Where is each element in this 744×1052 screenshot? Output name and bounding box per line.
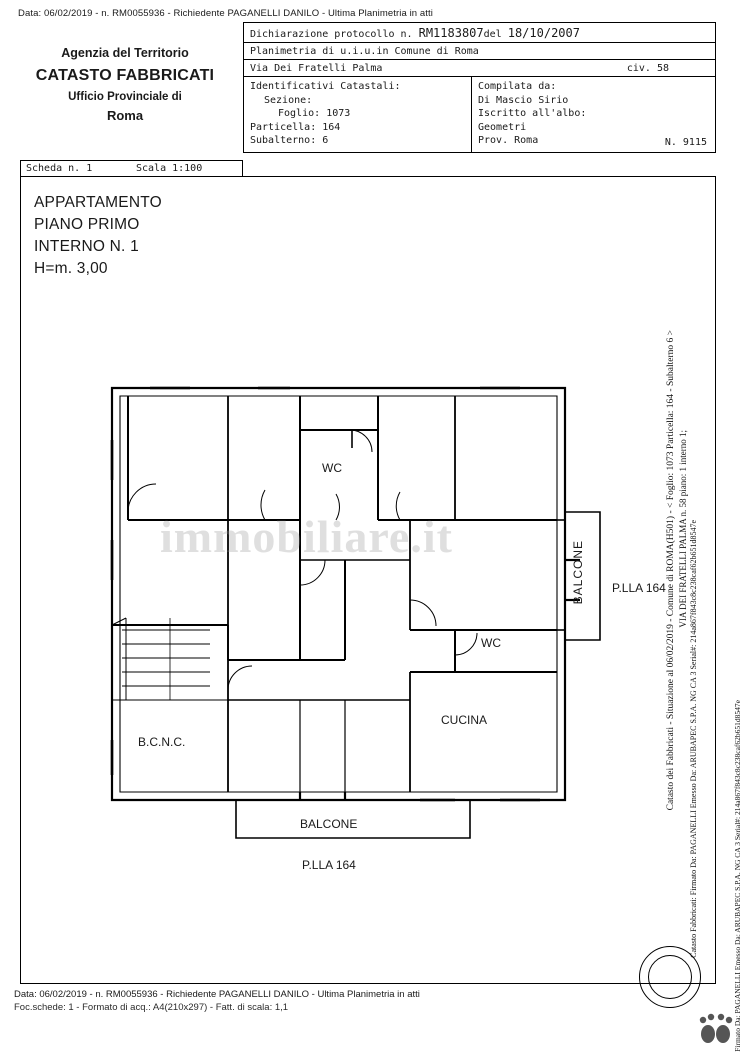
n-label: N. — [664, 136, 677, 148]
parcel-label-bottom: P.LLA 164 — [302, 858, 356, 872]
room-label-bcnc: B.C.N.C. — [138, 735, 186, 749]
vertical-text-catasto: Catasto dei Fabbricati - Situazione al 06/02/2019 - Comune di ROMA(H501) - < Foglio: 1073 Particella: 164 - Subalterno 6 > — [666, 330, 676, 811]
parcel-label-right: P.LLA 164 — [612, 581, 666, 595]
protocol-date: 18/10/2007 — [507, 26, 580, 40]
prov-value: Roma — [514, 135, 539, 146]
protocol-number: RM1183807 — [418, 26, 484, 40]
foglio-label: Foglio: — [278, 108, 321, 119]
prov-label: Prov. — [478, 135, 509, 146]
subalterno-value: 6 — [322, 135, 329, 146]
agency-line-1: Agenzia del Territorio — [61, 46, 189, 60]
scala-label: Scala 1:100 — [136, 163, 203, 174]
particella-value: 164 — [322, 121, 341, 133]
n-value: 9115 — [682, 136, 707, 148]
room-label-balcone-right: BALCONE — [571, 540, 585, 605]
iscritto-value: Geometri — [478, 121, 527, 133]
vertical-text-address: VIA DEI FRATELLI PALMA n. 58 piano: 1 interno 1; — [678, 430, 688, 628]
declaration-comune-row: Planimetria di u.i.u.in Comune di Roma — [244, 42, 715, 59]
title-line-2: PIANO PRIMO — [34, 216, 140, 233]
identificativi-title: Identificativi Catastali: — [250, 81, 401, 92]
vertical-text-signature: Catasto Fabbricati: Firmato Da: PAGANELLI Emesso Da: ARUBAPEC S.P.A. NG CA 3 Serial#: 214a867f843c8c238caf62b651d8547e — [689, 520, 698, 958]
protocol-del: del — [483, 29, 502, 40]
title-line-3: INTERNO N. 1 — [34, 238, 139, 255]
iscritto-label: Iscritto all'albo: — [478, 108, 587, 119]
vertical-text-signature-right: Firmato Da: PAGANELLI Emesso Da: ARUBAPEC S.P.A. NG CA 3 Serial#: 214a867f843c8c238caf62b651d8547e — [733, 700, 742, 1052]
room-label-cucina: CUCINA — [441, 713, 488, 727]
agency-line-2: CATASTO FABBRICATI — [35, 67, 215, 85]
footer-note-2: Foc.schede: 1 - Formato di acq.: A4(210x297) - Fatt. di scala: 1,1 — [14, 1002, 289, 1013]
address-civic: civ. 58 — [626, 63, 669, 74]
title-line-1: APPARTAMENTO — [34, 194, 162, 211]
agency-line-4: Roma — [106, 107, 144, 123]
scheda-number: Scheda n. 1 — [26, 163, 93, 174]
compilata-value: Di Mascio Sirio — [478, 94, 569, 106]
subalterno-label: Subalterno: — [250, 135, 317, 146]
compilata-label: Compilata da: — [478, 81, 557, 92]
address-street: Via Dei Fratelli Palma — [250, 63, 383, 74]
room-label-wc-1: WC — [322, 461, 342, 475]
foglio-value: 1073 — [326, 108, 351, 119]
header-note: Data: 06/02/2019 - n. RM0055936 - Richiedente PAGANELLI DANILO - Ultima Planimetria in atti — [18, 8, 433, 19]
particella-label: Particella: — [250, 121, 317, 133]
stamp-inner-circle — [648, 955, 692, 999]
protocol-label: Dichiarazione protocollo n. — [250, 29, 413, 40]
agency-line-3: Ufficio Provinciale di — [68, 91, 182, 104]
title-line-4: H=m. 3,00 — [34, 260, 108, 277]
sezione-row: Sezione: — [264, 94, 313, 106]
footer-note: Data: 06/02/2019 - n. RM0055936 - Richiedente PAGANELLI DANILO - Ultima Planimetria in atti — [14, 989, 420, 1000]
paws-logo-icon — [696, 1008, 736, 1048]
watermark: immobiliare.it — [160, 511, 453, 562]
room-label-balcone-bottom: BALCONE — [300, 817, 358, 831]
room-label-wc-2: WC — [481, 636, 501, 650]
